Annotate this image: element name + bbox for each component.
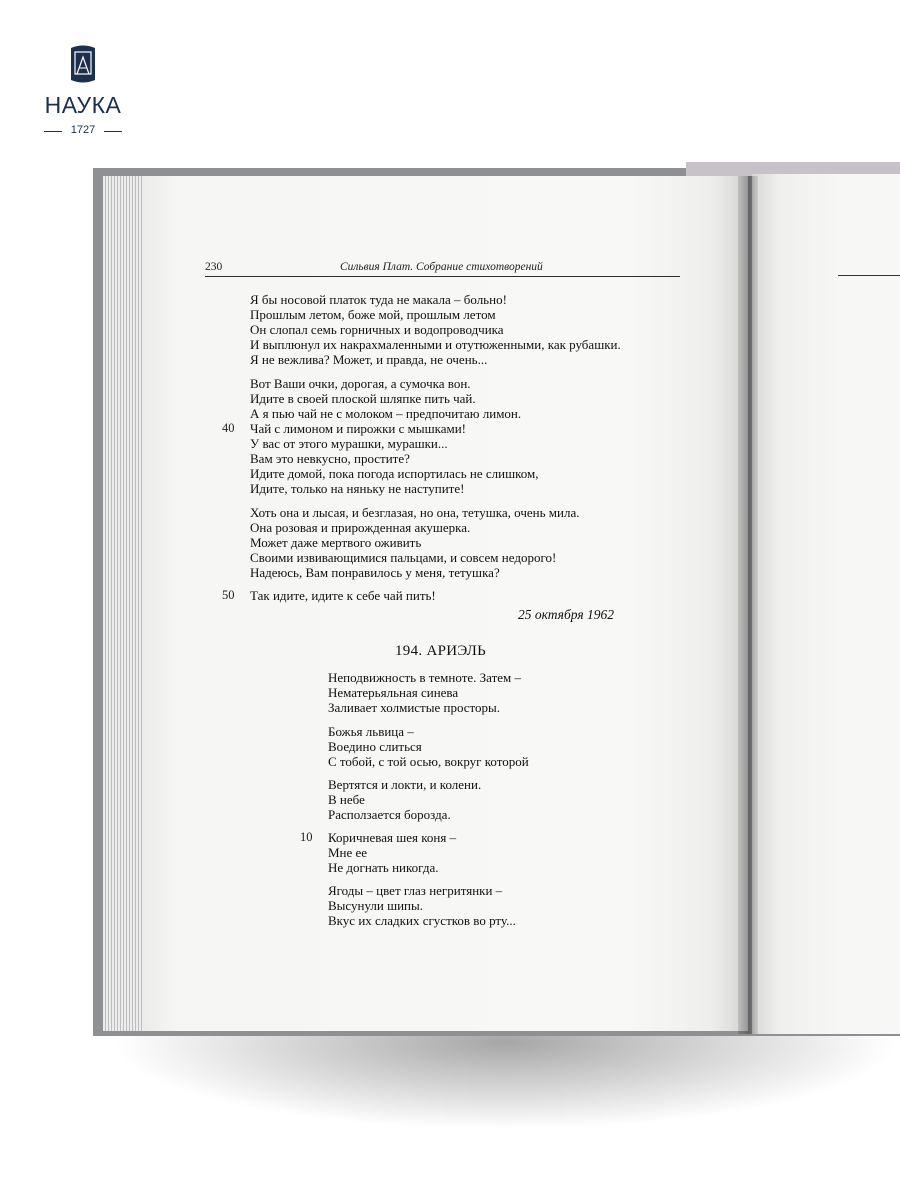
verse-line: Расползается борозда. [328, 807, 451, 822]
verse-line: Божья львица – [328, 724, 414, 739]
verse-line: Воедино слиться [328, 739, 422, 754]
line-number: 10 [300, 830, 313, 844]
verse-line: Вам это невкусно, простите? [250, 451, 410, 466]
verse-line: Может даже мертвого оживить [250, 535, 422, 550]
page-number: 230 [205, 261, 223, 273]
verse-line: Идите домой, пока погода испортилась не слишком, [250, 466, 539, 481]
publisher-name: НАУКА [44, 92, 122, 118]
verse-line: Вкус их сладких сгустков во рту... [328, 913, 516, 928]
verse-line: Нематерьяльная синева [328, 685, 459, 700]
running-title: Сильвия Плат. Собрание стихотворений [340, 261, 543, 273]
poem-title: 194. АРИЭЛЬ [395, 643, 487, 659]
verse-line: Так идите, идите к себе чай пить! [250, 588, 436, 603]
verse-line: Чай с лимоном и пирожки с мышками! [250, 421, 466, 436]
book-emblem-icon [69, 44, 97, 84]
verse-line: Вертятся и локти, и колени. [328, 777, 482, 792]
publisher-year-row [36, 124, 130, 138]
publisher-year: 1727 [70, 124, 96, 136]
verse-line: В небе [328, 792, 365, 807]
verse-line: Неподвижность в темноте. Затем – [328, 670, 522, 685]
verse-line: А я пью чай не с молоком – предпочитаю лимон. [250, 406, 522, 421]
page-header [205, 261, 680, 276]
right-page-header-rule [838, 275, 900, 276]
right-page [752, 174, 900, 1034]
verse-line: Не догнать никогда. [328, 860, 439, 875]
verse-line: Своими извивающимися пальцами, и совсем недорого! [250, 550, 557, 565]
verse-line: Мне ее [328, 845, 368, 860]
logo-divider-right [104, 131, 122, 132]
verse-line: Ягоды – цвет глаз негритянки – [328, 883, 503, 898]
verse-line: Она розовая и прирожденная акушерка. [250, 520, 471, 535]
verse-line: С тобой, с той осью, вокруг которой [328, 754, 529, 769]
verse-line: Я бы носовой платок туда не макала – больно! [250, 292, 507, 307]
verse-line: Хоть она и лысая, и безглазая, но она, тетушка, очень мила. [250, 505, 580, 520]
verse-line: Идите в своей плоской шляпке пить чай. [250, 391, 476, 406]
verse-line: Высунули шипы. [328, 898, 423, 913]
book-shadow [110, 1020, 900, 1130]
poem-date: 25 октября 1962 [518, 607, 614, 622]
verse-line: И выплюнул их накрахмаленными и отутюженными, как рубашки. [250, 337, 621, 352]
verse-line: Вот Ваши очки, дорогая, а сумочка вон. [250, 376, 471, 391]
header-rule [205, 276, 680, 277]
verse-line: Надеюсь, Вам понравилось у меня, тетушка? [250, 565, 500, 580]
verse-line: Заливает холмистые просторы. [328, 700, 501, 715]
verse-line: Я не вежлива? Может, и правда, не очень... [250, 352, 488, 367]
page-stack-edge [103, 176, 147, 1031]
line-number: 50 [222, 588, 235, 602]
verse-line: У вас от этого мурашки, мурашки... [250, 436, 448, 451]
verse-line: Коричневая шея коня – [328, 830, 457, 845]
line-number: 40 [222, 421, 235, 435]
verse-line: Идите, только на няньку не наступите! [250, 481, 465, 496]
verse-line: Он слопал семь горничных и водопроводчика [250, 322, 504, 337]
book-gutter [738, 176, 758, 1034]
verse-line: Прошлым летом, боже мой, прошлым летом [250, 307, 496, 322]
